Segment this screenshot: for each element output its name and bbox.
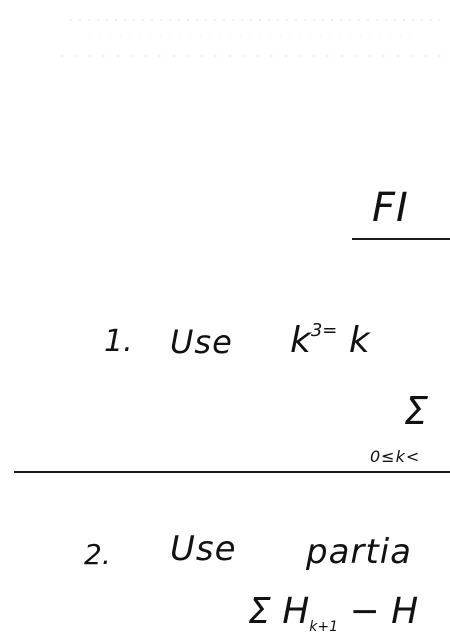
equation-base: k <box>290 320 311 361</box>
problem-2-number: 2. <box>84 538 111 571</box>
expr-h: H <box>282 591 310 632</box>
problem-1-verb: Use <box>170 323 233 361</box>
problem-2-verb: Use <box>170 529 237 569</box>
title-underline <box>352 238 450 240</box>
problem-2-expression <box>248 591 419 635</box>
section-divider <box>14 471 450 473</box>
equation-exponent: 3= <box>310 320 338 341</box>
problem-1-number: 1. <box>104 324 133 359</box>
problem-2-word: partia <box>306 532 413 572</box>
page-title: FI <box>372 185 409 231</box>
equation-rest: k <box>348 320 370 361</box>
problem-1-summation: Σ <box>404 389 429 433</box>
expr-tail: − H <box>349 591 419 632</box>
expr-subscript: k+1 <box>309 619 339 635</box>
problem-1-summation-subscript: 0≤k< <box>370 447 421 466</box>
problem-1-equation <box>290 322 370 359</box>
expr-sum: Σ <box>248 591 271 632</box>
scan-artifacts <box>60 8 450 68</box>
